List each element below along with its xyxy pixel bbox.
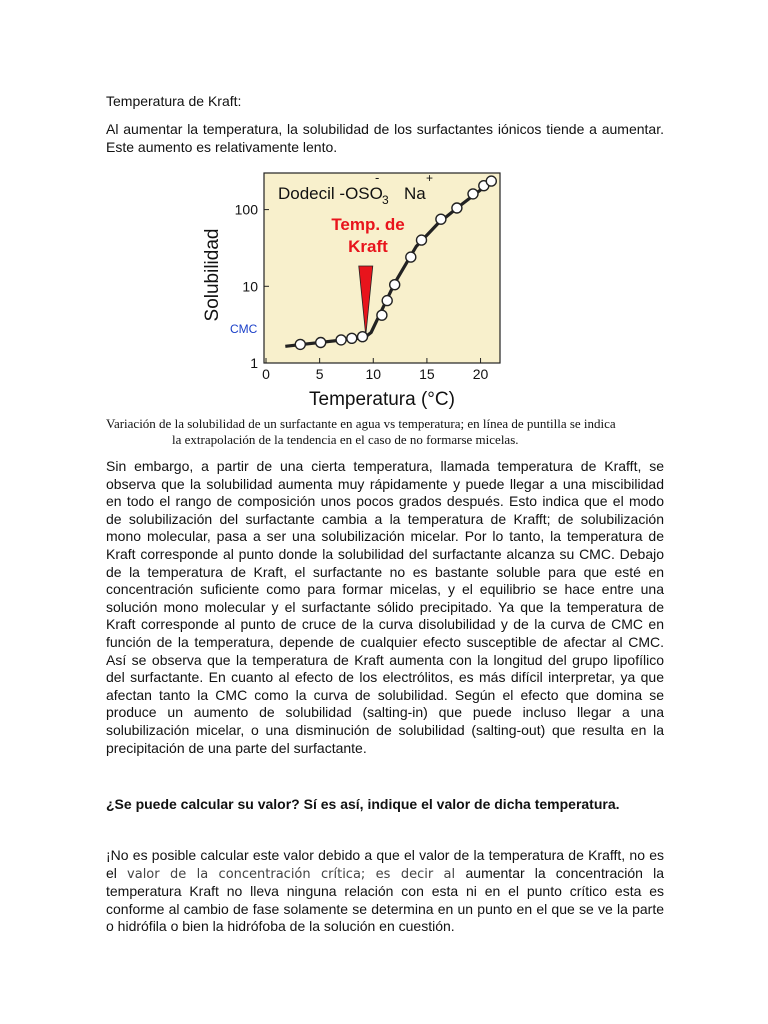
- chart-title-subscript: 3: [382, 193, 389, 207]
- answer-part-3: aumentar la concentración la temperatura Kraft no lleva ninguna relación con esta ni en el punto crítico esta es conforme al cambio de fase solamente se determina en un punto en el que se ve la parte o hidrófila o bien la hidrófoba de la solución en cuestión.: [106, 864, 664, 935]
- chart-title-cation: Na: [404, 184, 426, 203]
- data-point: [406, 252, 416, 262]
- question-text: ¿Se puede calcular su valor? Sí es así, indique el valor de dicha temperatura.: [106, 796, 620, 812]
- y-tick-label: 10: [242, 278, 258, 295]
- data-point: [382, 296, 392, 306]
- caption-line-2: la extrapolación de la tendencia en el caso de no formarse micelas.: [172, 431, 519, 447]
- x-tick-label: 20: [472, 366, 489, 382]
- data-point: [436, 214, 446, 224]
- annotation-line-2: Kraft: [348, 237, 388, 256]
- figure-caption: [106, 416, 664, 447]
- data-point: [295, 339, 305, 349]
- data-point: [316, 338, 326, 348]
- data-point: [390, 280, 400, 290]
- body-paragraph: Sin embargo, a partir de una cierta temperatura, llamada temperatura de Krafft, se observa que la solubilidad aumenta muy rápidamente y puede llegar a una miscibilidad en todo el rango de composición unos pocos grados después. Esto indica que el modo de solubilización del surfactante cambia a la temperatura de Krafft; de solubilización mono molecular, pasa a ser una solubilización micelar. Por lo tanto, la temperatura de Kraft corresponde al punto donde la solubilidad del surfactante alcanza su CMC. Debajo de la temperatura de Kraft, el surfactante no es bastante soluble para que esté en concentración suficiente como para formar micelas, y el equilibrio se hace entre una solución mono molecular y el surfactante sólido precipitado. Ya que la temperatura de Kraft corresponde al punto de cruce de la curva disolubilidad y de la curva de CMC en función de la temperatura, depende de cualquier efecto susceptible de afectar al CMC. Así se observa que la temperatura de Kraft aumenta con la longitud del grupo lipofílico del surfactante. En cuanto al efecto de los electrólitos, es más difícil interpretar, ya que afectan tanto la CMC como la curva de solubilidad. Según el efecto que domina se produce un aumento de solubilidad (salting-in) que puede incluso llegar a una solubilización micelar, o una disminución de solubilidad (salting-out) que resulta en la precipitación de una parte del surfactante.: [106, 458, 664, 756]
- caption-line-1: Variación de la solubilidad de un surfactante en agua vs temperatura; en línea de puntilla se indica: [106, 416, 616, 431]
- solubility-chart: [186, 165, 516, 413]
- data-point: [417, 235, 427, 245]
- data-point: [468, 189, 478, 199]
- answer-part-2: valor de la concentración crítica; es decir al: [127, 866, 466, 882]
- x-tick-label: 15: [419, 366, 435, 382]
- chart-title-formula: Dodecil -OSO: [278, 184, 383, 203]
- answer-part-1: ¡No es posible calcular este valor debido a que el valor de la temperatura de Krafft, no es el: [106, 847, 664, 881]
- y-axis-label: Solubilidad: [202, 228, 223, 322]
- section-heading: Temperatura de Kraft:: [106, 93, 242, 109]
- data-point: [358, 332, 368, 342]
- data-point: [452, 203, 462, 213]
- x-tick-label: 0: [262, 366, 270, 382]
- cmc-label: CMC: [230, 322, 258, 336]
- y-tick-label: 1: [250, 355, 258, 371]
- data-point: [486, 176, 496, 186]
- chart-title-minus: -: [375, 170, 380, 185]
- data-point: [336, 335, 346, 345]
- y-tick-label: 100: [234, 201, 258, 218]
- x-tick-label: 5: [315, 366, 324, 382]
- data-point: [347, 333, 357, 343]
- data-point: [377, 310, 387, 320]
- x-tick-label: 10: [365, 366, 382, 382]
- x-axis-label: Temperatura (°C): [309, 389, 455, 410]
- chart-title-plus: +: [426, 171, 434, 185]
- intro-paragraph: Al aumentar la temperatura, la solubilidad de los surfactantes iónicos tiende a aumentar. Este aumento es relativamente lento.: [106, 121, 664, 155]
- answer-paragraph: [106, 847, 664, 936]
- annotation-line-1: Temp. de: [331, 215, 405, 234]
